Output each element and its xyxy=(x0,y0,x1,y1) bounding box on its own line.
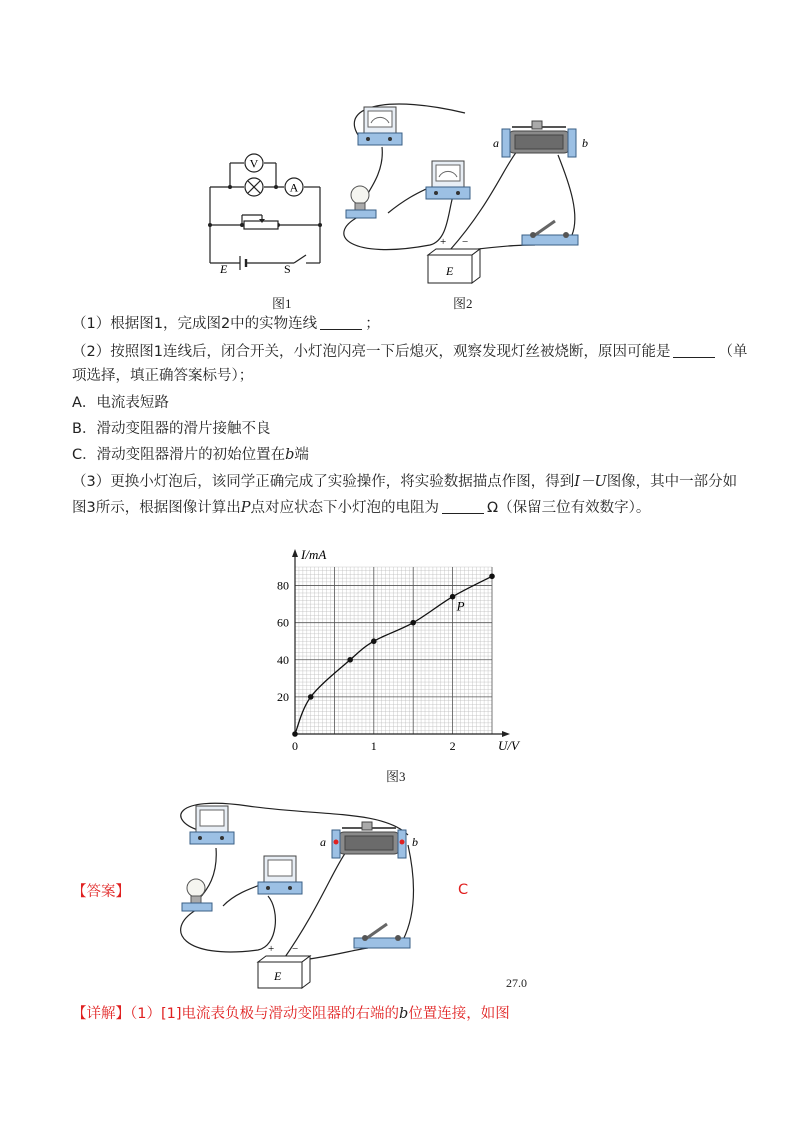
svg-text:A: A xyxy=(289,180,299,195)
iu-chart xyxy=(262,520,532,760)
svg-text:V: V xyxy=(249,156,259,171)
bulb-device xyxy=(346,186,376,218)
apparatus-diagram-fig2 xyxy=(330,95,590,290)
data-point xyxy=(489,573,495,579)
x-axis-arrow xyxy=(502,731,510,737)
question-2-line1: （2）按照图1连线后，闭合开关，小灯泡闪亮一下后熄灭，观察发现灯丝被烧断，原因可能是 （单 xyxy=(72,344,748,360)
x-axis-label: U/V xyxy=(498,738,519,753)
svg-text:b: b xyxy=(412,835,418,849)
question-2-line2: 项选择，填正确答案标号）； xyxy=(72,368,254,384)
data-point xyxy=(308,694,314,700)
chart-axes xyxy=(292,549,510,737)
switch-device xyxy=(522,221,578,245)
rheostat-device xyxy=(502,121,576,157)
answer-blank-3[interactable] xyxy=(442,499,484,514)
x-tick-label: 2 xyxy=(449,739,456,753)
voltmeter-device xyxy=(358,107,402,145)
detail-tag: 【详解】 xyxy=(72,1006,130,1022)
answer-blank-1[interactable] xyxy=(320,315,362,330)
question-3-line1: （3）更换小灯泡后，该同学正确完成了实验操作，将实验数据描点作图，得到I－U图像，其中一部分如 xyxy=(72,474,738,490)
option-b: B．滑动变阻器的滑片接触不良 xyxy=(72,421,271,437)
svg-text:b: b xyxy=(582,136,588,150)
y-tick-label: 80 xyxy=(277,578,289,593)
data-point xyxy=(450,594,456,600)
y-tick-label: 60 xyxy=(277,615,289,630)
answer-blank-2[interactable] xyxy=(673,343,715,358)
y-axis-label: I/mA xyxy=(301,547,327,562)
question-1: （1）根据图1，完成图2中的实物连线 ； xyxy=(72,316,380,332)
data-point xyxy=(347,657,353,663)
option-a: A．电流表短路 xyxy=(72,395,169,411)
svg-text:E: E xyxy=(446,264,454,278)
answer-tag: 【答案】 xyxy=(72,884,130,900)
y-axis-arrow xyxy=(292,549,298,557)
point-p-label: P xyxy=(456,598,465,614)
data-point xyxy=(410,620,416,626)
circuit-diagram-fig1 xyxy=(200,145,330,275)
svg-text:+: + xyxy=(268,943,275,955)
y-tick-label: 20 xyxy=(277,689,289,704)
chart-grid-minor xyxy=(295,567,492,734)
x-tick-label: 1 xyxy=(370,739,377,753)
battery-device xyxy=(428,249,480,283)
svg-text:−: − xyxy=(462,236,469,248)
svg-text:a: a xyxy=(320,835,326,849)
answer-q2: C xyxy=(458,882,469,898)
detail-line: 【详解】（1）[1]电流表负极与滑动变阻器的右端的b位置连接，如图 xyxy=(72,1006,510,1022)
x-tick-label: 0 xyxy=(292,739,298,753)
ammeter-device xyxy=(426,161,470,199)
y-tick-label: 40 xyxy=(277,652,289,667)
chart-ticks xyxy=(277,547,521,753)
svg-text:−: − xyxy=(292,943,299,955)
svg-text:E: E xyxy=(274,969,282,983)
svg-text:S: S xyxy=(284,262,291,275)
fig2-caption: 图2 xyxy=(453,296,473,311)
svg-text:a: a xyxy=(493,136,499,150)
answer-q3: 27.0 xyxy=(506,976,527,990)
option-c: C．滑动变阻器滑片的初始位置在b端 xyxy=(72,447,309,463)
answer-apparatus-diagram xyxy=(168,800,428,990)
fig3-caption: 图3 xyxy=(386,769,406,784)
svg-text:E: E xyxy=(220,262,228,275)
svg-text:+: + xyxy=(440,236,447,248)
data-point xyxy=(292,731,298,737)
question-3-line2: 图3所示，根据图像计算出P点对应状态下小灯泡的电阻为 Ω（保留三位有效数字）。 xyxy=(72,500,651,516)
data-point xyxy=(371,638,377,644)
fig1-caption: 图1 xyxy=(272,296,292,311)
